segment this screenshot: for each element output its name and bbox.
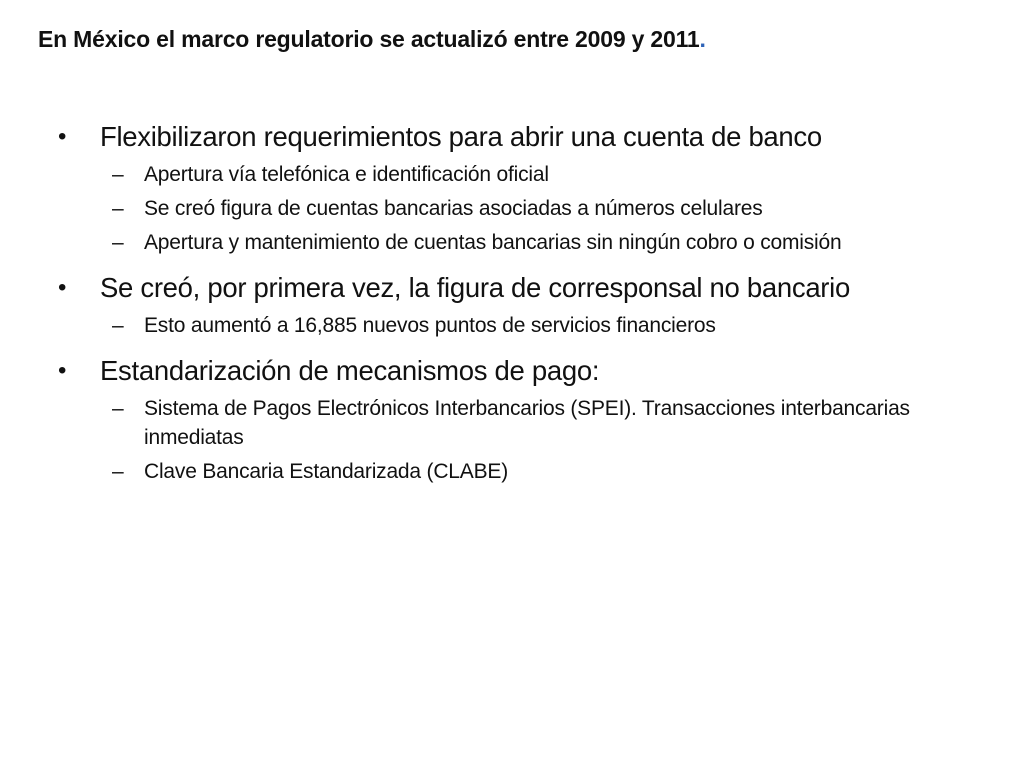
bullet-text: Estandarización de mecanismos de pago: — [100, 355, 600, 386]
sub-bullet-item — [112, 228, 978, 257]
bullet-list — [58, 117, 978, 491]
bullet-text: Se creó, por primera vez, la figura de corresponsal no bancario — [100, 272, 850, 303]
dash-marker: – — [112, 197, 124, 220]
bullet-marker: • — [58, 123, 67, 150]
sub-bullet-text: Apertura vía telefónica e identificación oficial — [144, 163, 549, 186]
sub-bullet-text: Apertura y mantenimiento de cuentas bancarias sin ningún cobro o comisión — [144, 231, 842, 254]
bullet-marker: • — [58, 357, 67, 384]
sub-bullet-item — [112, 311, 978, 340]
bullet-text: Flexibilizaron requerimientos para abrir una cuenta de banco — [100, 121, 822, 152]
dash-marker: – — [112, 231, 124, 254]
bullet-item — [58, 268, 978, 308]
dash-marker: – — [112, 163, 124, 186]
slide-title-text: En México el marco regulatorio se actualizó entre 2009 y 2011 — [38, 26, 700, 52]
sub-bullet-item — [112, 394, 978, 452]
slide-title-dot: . — [699, 26, 706, 52]
dash-marker: – — [112, 314, 124, 337]
bullet-item — [58, 351, 978, 391]
bullet-marker: • — [58, 274, 67, 301]
sub-bullet-item — [112, 194, 978, 223]
dash-marker: – — [112, 397, 124, 420]
sub-bullet-text: Esto aumentó a 16,885 nuevos puntos de servicios financieros — [144, 314, 716, 337]
sub-bullet-text: Clave Bancaria Estandarizada (CLABE) — [144, 460, 508, 483]
sub-bullet-item — [112, 457, 978, 486]
sub-bullet-text: Sistema de Pagos Electrónicos Interbancarios (SPEI). Transacciones interbancarias inmediatas — [144, 397, 910, 449]
bullet-item — [58, 117, 978, 157]
sub-bullet-text: Se creó figura de cuentas bancarias asociadas a números celulares — [144, 197, 763, 220]
sub-bullet-item — [112, 160, 978, 189]
slide-title — [38, 26, 706, 53]
dash-marker: – — [112, 460, 124, 483]
